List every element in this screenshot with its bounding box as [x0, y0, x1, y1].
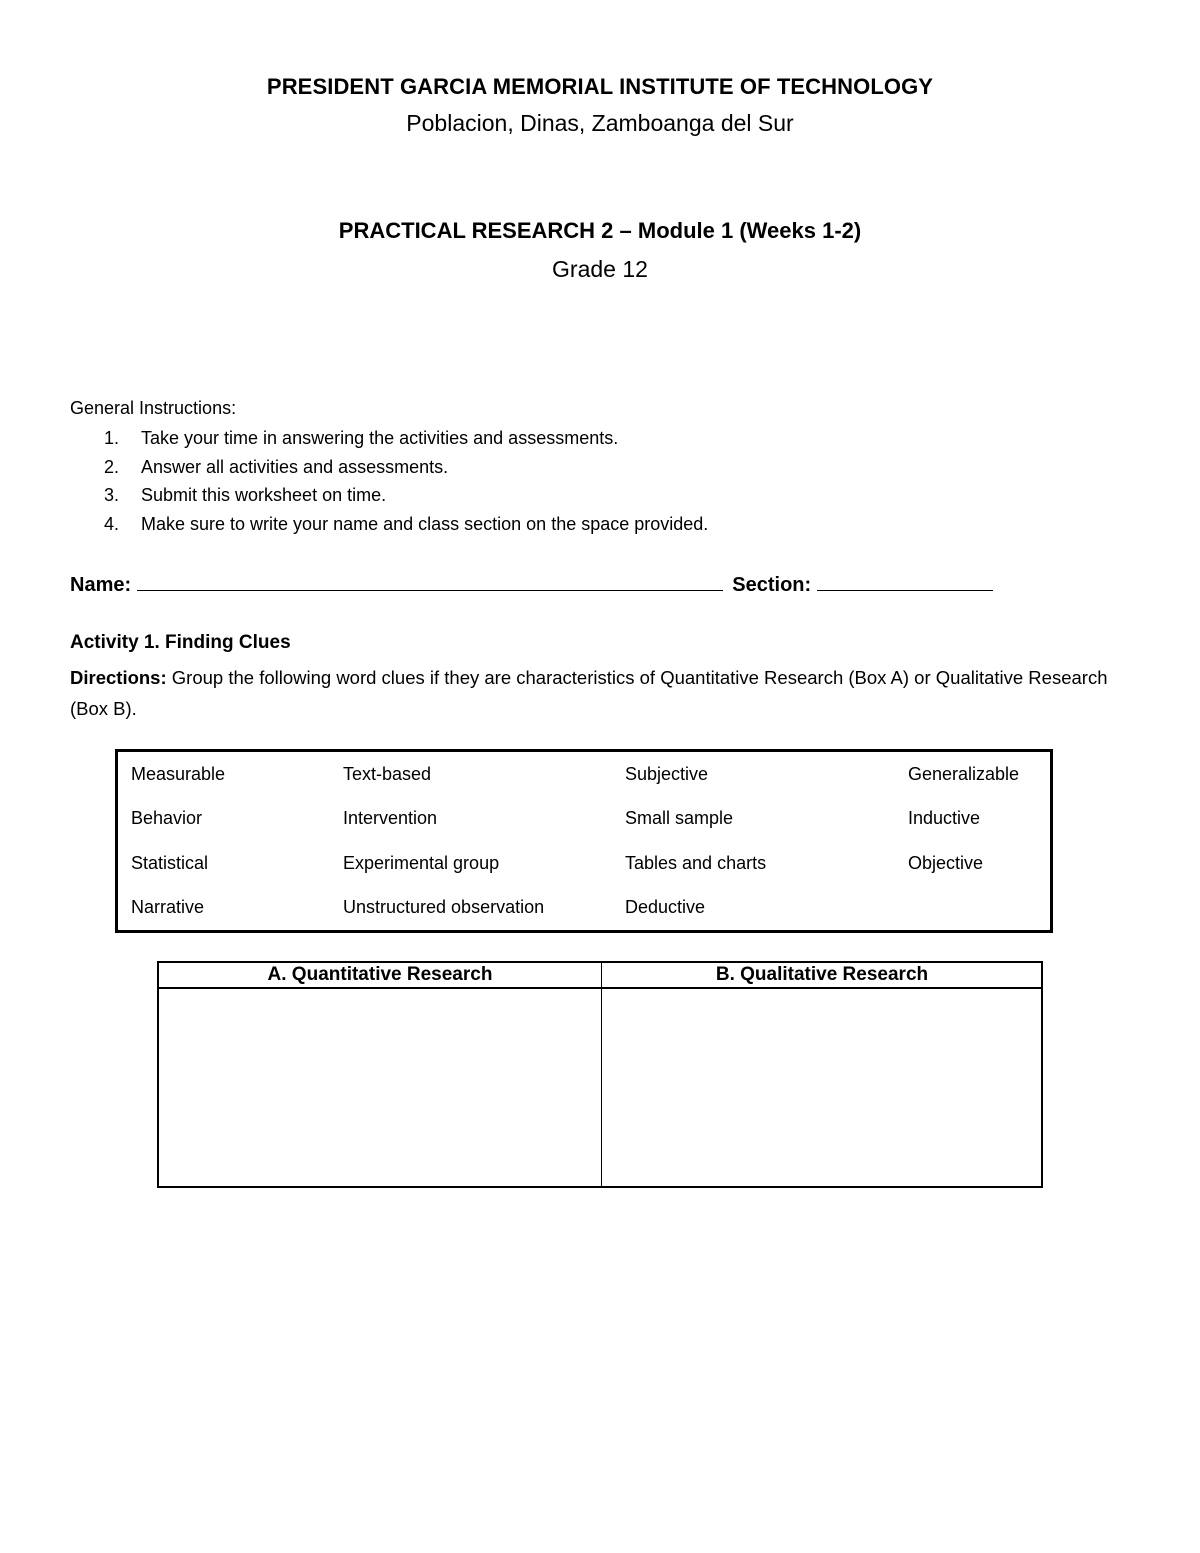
instruction-number: 3.	[104, 485, 120, 506]
student-info-row	[70, 570, 993, 597]
word-clue: Deductive	[625, 897, 706, 917]
word-clue: Text-based	[343, 764, 432, 784]
instructions-heading: General Instructions:	[70, 398, 237, 418]
activity-directions	[70, 662, 1120, 724]
instruction-item	[70, 512, 708, 541]
activity-title: Activity 1. Finding Clues	[70, 632, 291, 653]
word-clue: Subjective	[625, 764, 709, 784]
instruction-item	[70, 426, 708, 455]
qualitative-answer-cell[interactable]	[601, 989, 1043, 1184]
word-clue: Experimental group	[343, 853, 500, 873]
word-clue: Intervention	[343, 808, 438, 828]
module-title: PRACTICAL RESEARCH 2 – Module 1 (Weeks 1-2)	[338, 218, 862, 243]
section-label: Section:	[732, 574, 812, 596]
instruction-text: Answer all activities and assessments.	[141, 456, 449, 477]
school-address: Poblacion, Dinas, Zamboanga del Sur	[406, 110, 794, 136]
directions-label: Directions:	[70, 667, 167, 688]
instructions-list	[70, 426, 708, 540]
instruction-item	[70, 455, 708, 484]
instruction-item	[70, 483, 708, 512]
column-a-header: A. Quantitative Research	[267, 964, 493, 985]
word-clue: Narrative	[131, 897, 205, 917]
section-blank-field[interactable]	[817, 570, 993, 591]
word-clue-box	[115, 749, 1053, 933]
quantitative-answer-cell[interactable]	[159, 989, 601, 1184]
word-clue: Behavior	[131, 808, 203, 828]
word-clue: Inductive	[908, 808, 981, 828]
word-clue: Generalizable	[908, 764, 1020, 784]
word-clue: Statistical	[131, 853, 209, 873]
instruction-number: 4.	[104, 513, 120, 534]
school-name: PRESIDENT GARCIA MEMORIAL INSTITUTE OF TECHNOLOGY	[266, 74, 934, 99]
word-clue: Objective	[908, 853, 984, 873]
name-blank-field[interactable]	[137, 570, 723, 591]
name-label: Name:	[70, 574, 132, 596]
word-clue: Tables and charts	[625, 853, 767, 873]
instruction-text: Make sure to write your name and class section on the space provided.	[141, 513, 709, 534]
answer-table	[157, 961, 1043, 1188]
word-clue: Small sample	[625, 808, 734, 828]
word-clue: Unstructured observation	[343, 897, 545, 917]
word-clue: Measurable	[131, 764, 226, 784]
answer-table-header	[159, 963, 1041, 989]
instruction-number: 2.	[104, 456, 120, 477]
grade-level: Grade 12	[552, 256, 648, 282]
instruction-number: 1.	[104, 428, 120, 448]
instruction-text: Take your time in answering the activities and assessments.	[141, 428, 619, 448]
instruction-text: Submit this worksheet on time.	[141, 485, 387, 506]
column-b-header: B. Qualitative Research	[715, 964, 929, 985]
directions-text: Group the following word clues if they are characteristics of Quantitative Research (Box A) or Qualitative Research (Box B).	[70, 667, 1108, 719]
